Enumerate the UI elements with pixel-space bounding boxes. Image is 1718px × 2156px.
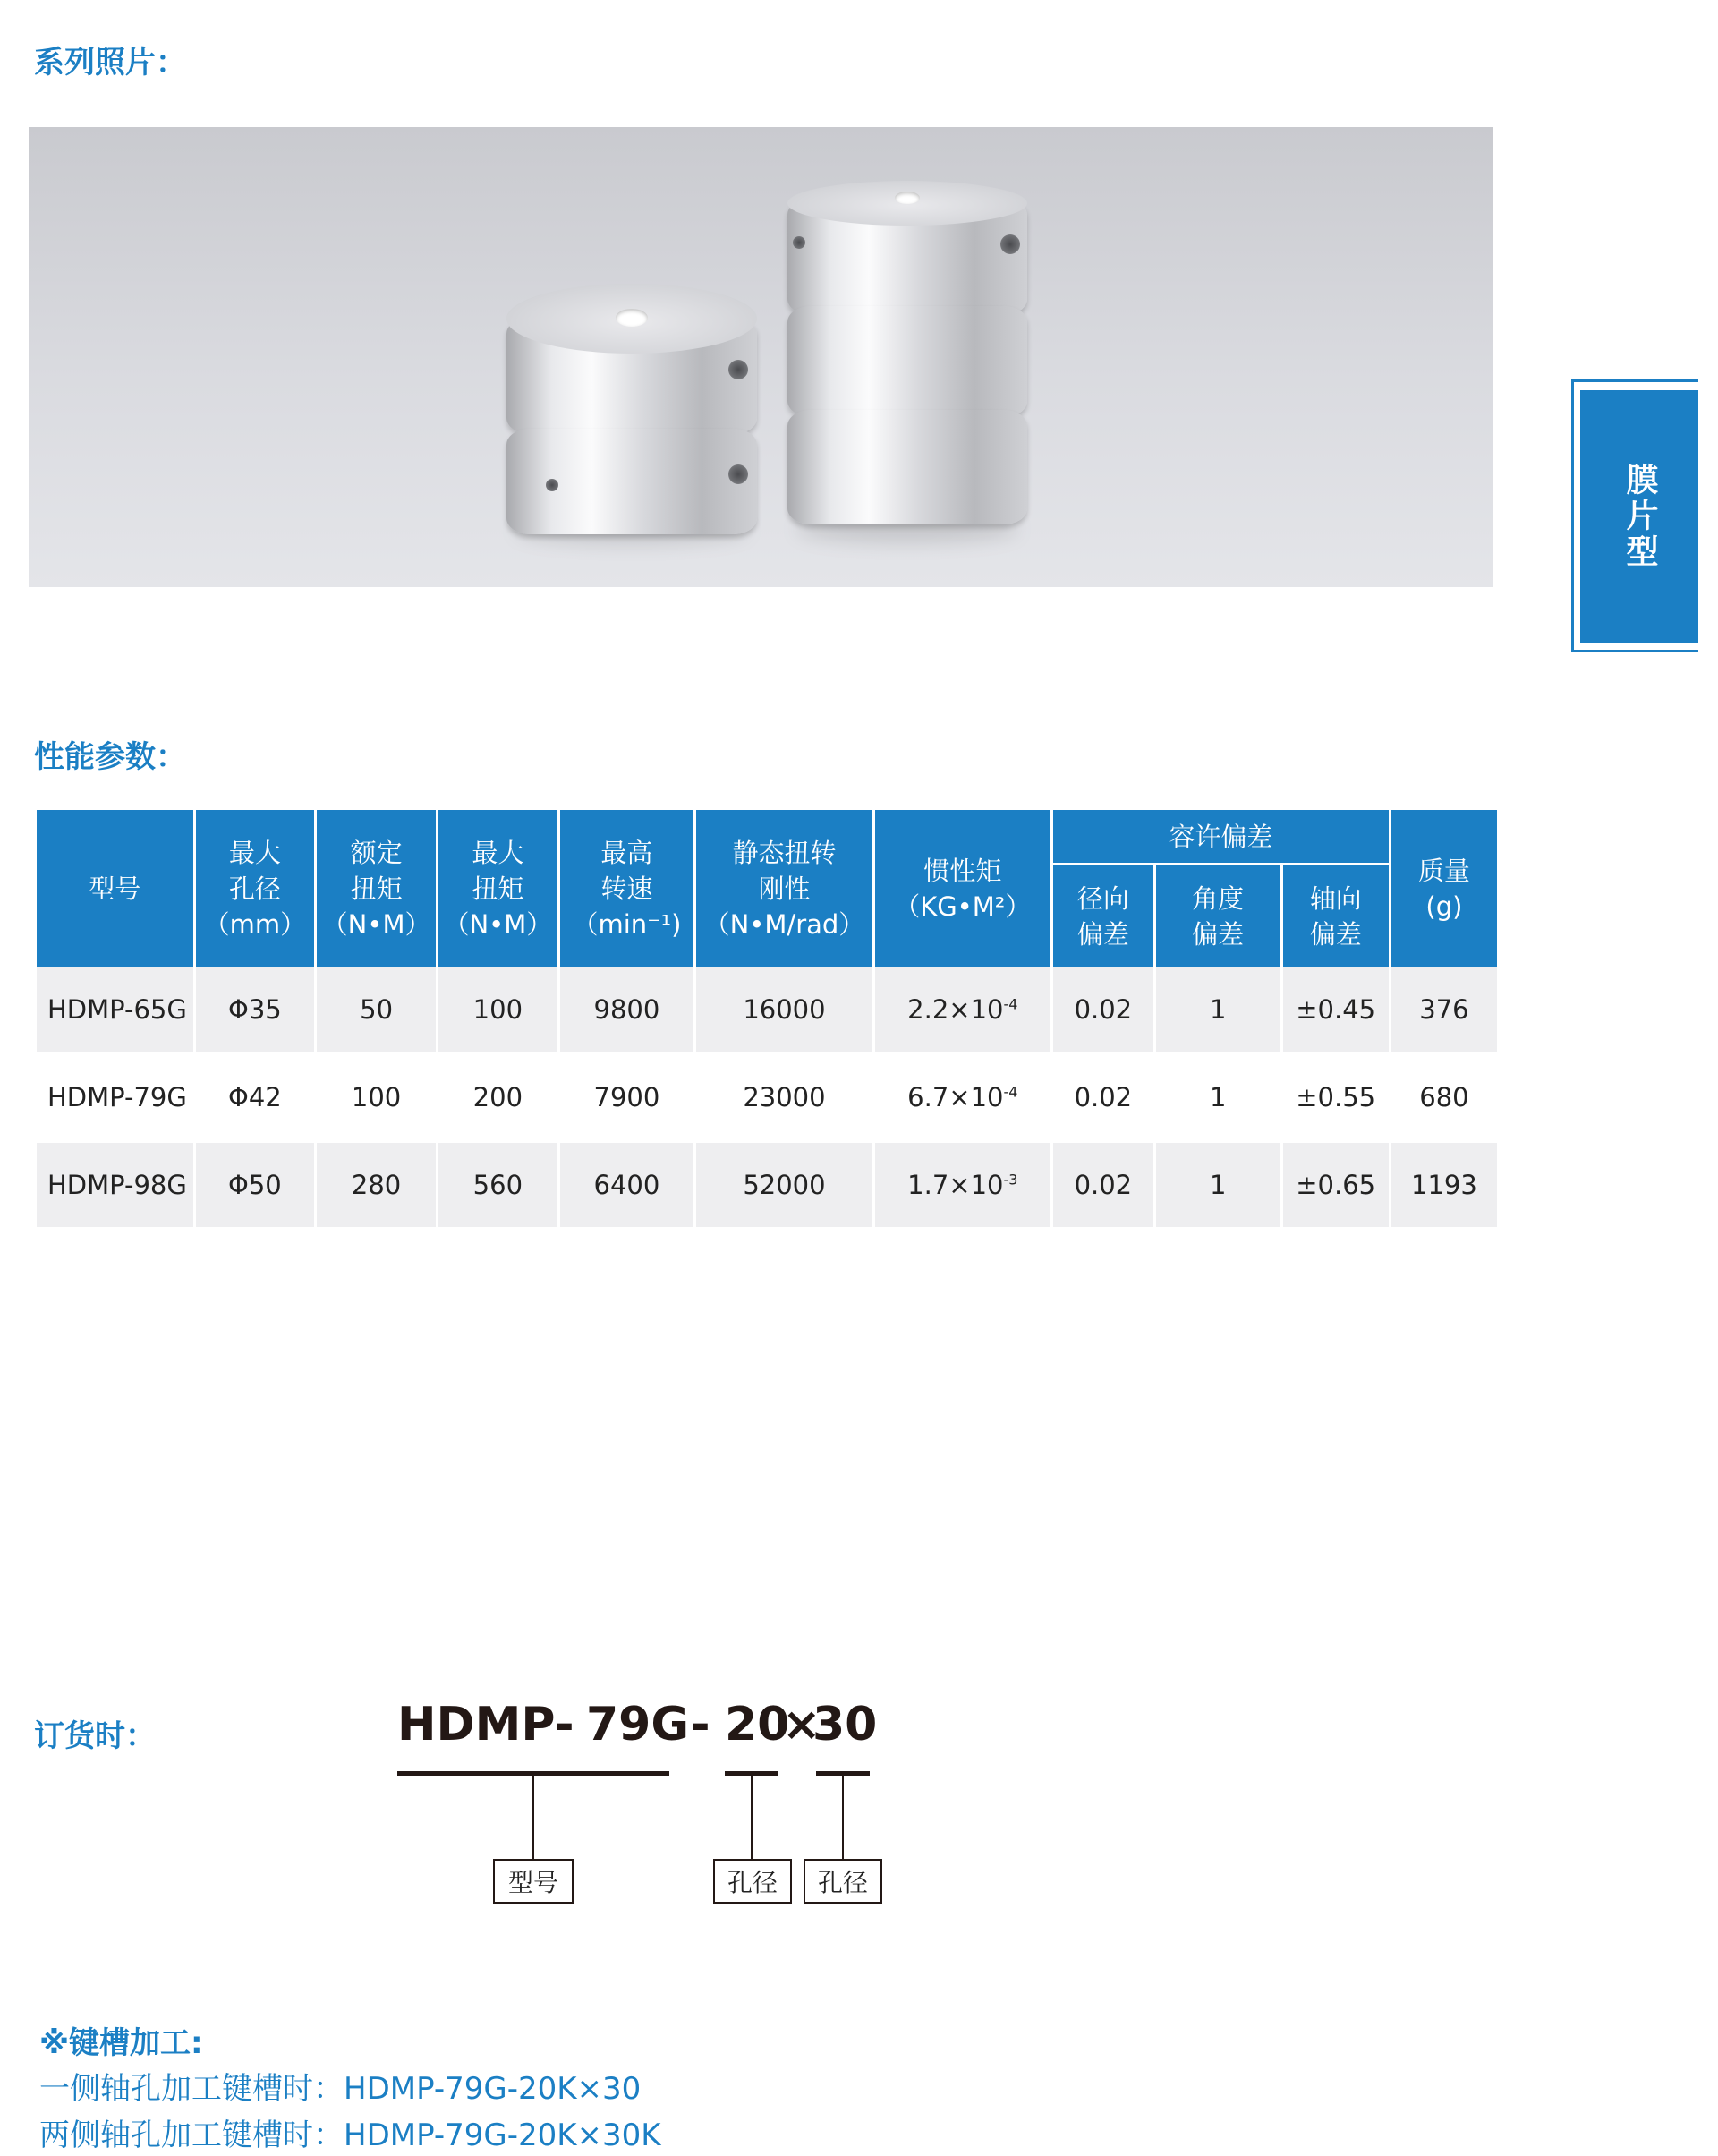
cell-stiffness: 16000 [696, 967, 872, 1055]
cell-stiffness: 52000 [696, 1143, 872, 1231]
order-times: × [782, 1698, 821, 1751]
cell-axial: ±0.55 [1283, 1055, 1389, 1143]
cell-max-torque: 100 [438, 967, 557, 1055]
cell-mass: 680 [1391, 1055, 1497, 1143]
order-dash: - [555, 1698, 574, 1751]
table-row [37, 1143, 1497, 1231]
cell-stiffness: 23000 [696, 1055, 872, 1143]
cell-inertia: $1.7\times 10^{-3}$ [875, 1143, 1050, 1231]
cell-bore: Φ35 [196, 967, 315, 1055]
header-angular: 角度 偏差 [1156, 865, 1280, 967]
order-label-model: 型号 [493, 1859, 574, 1904]
header-static-stiffness: 静态扭转 刚性 （N•M/rad） [696, 810, 872, 967]
keyway-title: ※键槽加工: [39, 2025, 203, 2061]
section-title-performance: 性能参数： [34, 739, 186, 775]
cell-max-speed: 6400 [560, 1143, 693, 1231]
cell-max-torque: 200 [438, 1055, 557, 1143]
cell-rated-torque: 50 [317, 967, 436, 1055]
cell-bore: Φ50 [196, 1143, 315, 1231]
section-title-photos: 系列照片： [34, 45, 186, 81]
cell-inertia: $2.2\times 10^{-4}$ [875, 967, 1050, 1055]
order-label-bore2: 孔径 [804, 1859, 882, 1904]
header-axial: 轴向 偏差 [1283, 865, 1389, 967]
header-inertia: 惯性矩 （KG•M²） [875, 810, 1050, 967]
header-max-torque: 最大 扭矩 （N•M） [438, 810, 557, 967]
cell-angular: 1 [1156, 967, 1280, 1055]
cell-bore: Φ42 [196, 1055, 315, 1143]
order-bore1: 20 [725, 1698, 790, 1751]
order-model-code: HDMP [397, 1698, 556, 1751]
cell-mass: 376 [1391, 967, 1497, 1055]
order-connector [751, 1776, 753, 1859]
order-bore2: 30 [812, 1698, 878, 1751]
header-max-bore: 最大 孔径 （mm） [196, 810, 315, 967]
header-max-speed: 最高 转速 （min⁻¹) [560, 810, 693, 967]
cell-rated-torque: 280 [317, 1143, 436, 1231]
header-tolerance: 容许偏差 [1053, 810, 1389, 865]
table-row [37, 1055, 1497, 1143]
section-title-ordering: 订货时： [34, 1718, 156, 1754]
cell-model: HDMP-98G [37, 1143, 193, 1231]
order-connector [842, 1776, 844, 1859]
coupling-small-image [506, 284, 757, 543]
header-model: 型号 [37, 810, 193, 967]
keyway-both-sides: 两侧轴孔加工键槽时：HDMP-79G-20K×30K [39, 2118, 661, 2153]
header-rated-torque: 额定 扭矩 （N•M） [317, 810, 436, 967]
cell-angular: 1 [1156, 1055, 1280, 1143]
coupling-large-image [787, 181, 1027, 539]
cell-model: HDMP-79G [37, 1055, 193, 1143]
cell-radial: 0.02 [1053, 1143, 1153, 1231]
cell-max-speed: 9800 [560, 967, 693, 1055]
cell-mass: 1193 [1391, 1143, 1497, 1231]
keyway-one-side: 一侧轴孔加工键槽时：HDMP-79G-20K×30 [39, 2071, 642, 2107]
order-label-bore1: 孔径 [713, 1859, 792, 1904]
cell-model: HDMP-65G [37, 967, 193, 1055]
cell-max-speed: 7900 [560, 1055, 693, 1143]
table-row [37, 967, 1497, 1055]
header-mass: 质量 (g) [1391, 810, 1497, 967]
order-size-code: 79G [586, 1698, 690, 1751]
side-tab-diaphragm-type: 膜片型 [1580, 390, 1698, 643]
cell-angular: 1 [1156, 1143, 1280, 1231]
header-radial: 径向 偏差 [1053, 865, 1153, 967]
cell-radial: 0.02 [1053, 967, 1153, 1055]
cell-rated-torque: 100 [317, 1055, 436, 1143]
product-photo [29, 127, 1493, 587]
cell-axial: ±0.65 [1283, 1143, 1389, 1231]
cell-inertia: $6.7\times 10^{-4}$ [875, 1055, 1050, 1143]
cell-radial: 0.02 [1053, 1055, 1153, 1143]
order-connector [532, 1776, 534, 1859]
order-dash: - [691, 1698, 710, 1751]
spec-table [34, 810, 1500, 1231]
cell-max-torque: 560 [438, 1143, 557, 1231]
cell-axial: ±0.45 [1283, 967, 1389, 1055]
